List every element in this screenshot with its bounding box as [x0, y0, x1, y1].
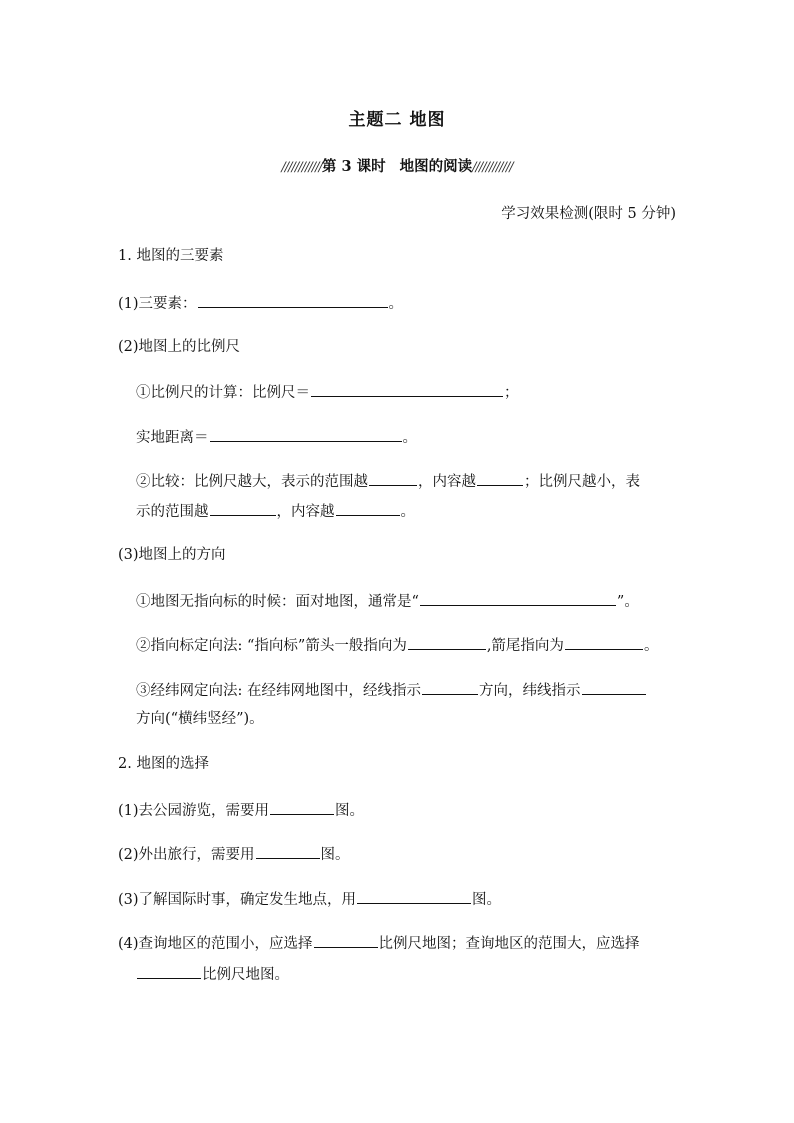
answer-blank[interactable]: [256, 843, 320, 859]
answer-blank[interactable]: [477, 470, 523, 486]
question-text: 图。: [472, 892, 502, 908]
section-1-heading: 1. 地图的三要素: [118, 248, 224, 264]
question-1-2-a: [136, 381, 519, 403]
lesson-name: 地图的阅读: [399, 158, 473, 175]
question-text: (1)去公园游览，需要用: [118, 803, 270, 819]
lesson-number: 第 3 课时: [321, 158, 386, 175]
question-2-4: [118, 932, 640, 954]
question-text: ②比较：比例尺越大，表示的范围越: [136, 474, 368, 490]
question-text: ①地图无指向标的时候：面对地图，通常是“: [136, 594, 419, 610]
question-1-2-b: [136, 426, 417, 448]
question-text: ；比例尺越小，表: [524, 474, 640, 490]
answer-blank[interactable]: [210, 426, 402, 442]
question-text: ①比例尺的计算：比例尺＝: [136, 385, 310, 401]
question-text: 方向，纬线指示: [479, 683, 581, 699]
section-2-heading: 2. 地图的选择: [118, 756, 209, 772]
time-limit-note: 学习效果检测(限时 5 分钟): [501, 206, 676, 222]
question-text: ，内容越: [418, 474, 476, 490]
question-text: 图。: [320, 847, 350, 863]
question-text: (3)了解国际时事，确定发生地点，用: [118, 892, 357, 908]
answer-blank[interactable]: [422, 679, 478, 695]
question-text: (1)三要素：: [118, 296, 197, 312]
question-text: ②指向标定向法: “指向标”箭头一般指向为: [136, 638, 407, 654]
answer-blank[interactable]: [198, 292, 388, 308]
lesson-subtitle: [0, 155, 794, 176]
question-1-3-a: [136, 590, 639, 612]
answer-blank[interactable]: [270, 799, 334, 815]
answer-blank[interactable]: [420, 590, 616, 606]
question-1-3-c: [136, 679, 647, 701]
answer-blank[interactable]: [357, 888, 471, 904]
question-1-2-heading: (2)地图上的比例尺: [118, 339, 241, 355]
question-1-3-b: [136, 634, 658, 656]
answer-blank[interactable]: [565, 634, 643, 650]
answer-blank[interactable]: [311, 381, 503, 397]
question-text: 图。: [335, 803, 365, 819]
question-text: 比例尺地图；查询地区的范围大，应选择: [378, 936, 640, 952]
question-text: 比例尺地图。: [202, 967, 289, 983]
question-text: (2)外出旅行，需要用: [118, 847, 255, 863]
answer-blank[interactable]: [582, 679, 646, 695]
question-2-1: [118, 799, 364, 821]
question-2-4-cont: [136, 963, 289, 985]
question-text: 。: [402, 430, 417, 446]
question-text: 。: [400, 504, 415, 520]
question-text: ,箭尾指向为: [486, 638, 564, 654]
question-text: 示的范围越: [136, 504, 209, 520]
question-text: 。: [388, 296, 404, 312]
question-1-1: [118, 292, 403, 314]
hatch-decoration-left: ////////////: [281, 160, 322, 175]
question-text: ”。: [616, 594, 639, 610]
question-2-2: [118, 843, 350, 865]
answer-blank[interactable]: [408, 634, 486, 650]
answer-blank[interactable]: [210, 500, 276, 516]
question-text: ，内容越: [276, 504, 335, 520]
question-text: ③经纬网定向法: 在经纬网地图中，经线指示: [136, 683, 421, 699]
hatch-decoration-right: ////////////: [472, 160, 513, 175]
question-1-2-d: [136, 500, 415, 522]
question-text: (4)查询地区的范围小，应选择: [118, 936, 313, 952]
question-text: ；: [504, 385, 519, 401]
question-text: 实地距离＝: [136, 430, 209, 446]
answer-blank[interactable]: [137, 963, 201, 979]
question-1-3-d: 方向(“横纬竖经”)。: [136, 711, 264, 727]
question-2-3: [118, 888, 501, 910]
page-title: 主题二 地图: [348, 110, 446, 130]
answer-blank[interactable]: [336, 500, 400, 516]
question-1-2-c: [136, 470, 640, 492]
answer-blank[interactable]: [369, 470, 417, 486]
question-1-3-heading: (3)地图上的方向: [118, 547, 226, 563]
answer-blank[interactable]: [314, 932, 378, 948]
question-text: 。: [643, 638, 659, 654]
